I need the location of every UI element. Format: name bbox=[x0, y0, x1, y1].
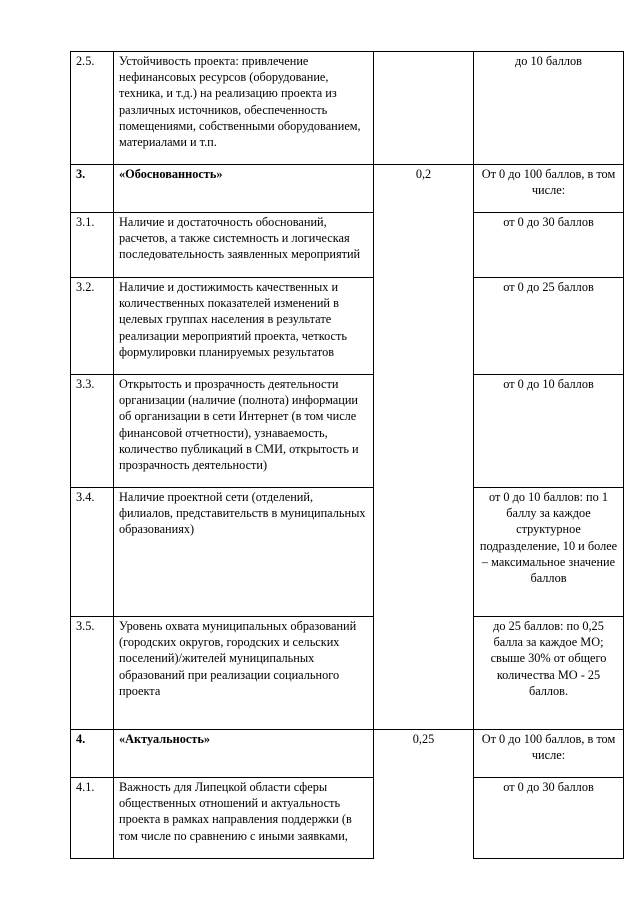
criterion-score: от 0 до 25 баллов bbox=[474, 278, 624, 375]
criterion-number: 3.4. bbox=[71, 488, 114, 617]
criterion-number: 3.5. bbox=[71, 617, 114, 730]
criterion-score: до 25 баллов: по 0,25 балла за каждое МО; свыше 30% от общего количества МО - 25 баллов. bbox=[474, 617, 624, 730]
criterion-score: до 10 баллов bbox=[474, 52, 624, 165]
criterion-description: Наличие проектной сети (отделений, филиалов, представительств в муниципальных образованиях) bbox=[114, 488, 374, 617]
table-row bbox=[71, 375, 624, 488]
criterion-number: 2.5. bbox=[71, 52, 114, 165]
criterion-score: От 0 до 100 баллов, в том числе: bbox=[474, 730, 624, 778]
criterion-number: 4. bbox=[71, 730, 114, 778]
table-row bbox=[71, 730, 624, 778]
criterion-number: 3.2. bbox=[71, 278, 114, 375]
criterion-number: 4.1. bbox=[71, 778, 114, 859]
criterion-score: от 0 до 30 баллов bbox=[474, 778, 624, 859]
criterion-score: от 0 до 10 баллов: по 1 баллу за каждое структурное подразделение, 10 и более – максимальное значение баллов bbox=[474, 488, 624, 617]
criterion-weight: 0,2 bbox=[374, 165, 474, 730]
criterion-description: Наличие и достаточность обоснований, расчетов, а также системность и логическая последовательность заявленных мероприятий bbox=[114, 213, 374, 278]
criterion-number: 3.1. bbox=[71, 213, 114, 278]
criterion-description: «Актуальность» bbox=[114, 730, 374, 778]
table-row bbox=[71, 617, 624, 730]
criterion-score: От 0 до 100 баллов, в том числе: bbox=[474, 165, 624, 213]
criterion-weight bbox=[374, 52, 474, 165]
criterion-score: от 0 до 30 баллов bbox=[474, 213, 624, 278]
table-row bbox=[71, 52, 624, 165]
criterion-weight: 0,25 bbox=[374, 730, 474, 859]
evaluation-criteria-table bbox=[70, 51, 624, 859]
criterion-description: Устойчивость проекта: привлечение нефинансовых ресурсов (оборудование, техника, и т.д.) на реализацию проекта из различных источников, обеспеченность помещениями, собственными оборудованием, материалами и т.п. bbox=[114, 52, 374, 165]
criterion-description: Уровень охвата муниципальных образований (городских округов, городских и сельских поселений)/жителей муниципальных образований при реализации социального проекта bbox=[114, 617, 374, 730]
criterion-description: Открытость и прозрачность деятельности организации (наличие (полнота) информации об организации в сети Интернет (в том числе финансовой отчетности), узнаваемость, количество публикаций в СМИ, открытость и прозрачность деятельности) bbox=[114, 375, 374, 488]
table-row bbox=[71, 778, 624, 859]
criterion-description: Важность для Липецкой области сферы общественных отношений и актуальность проекта в рамках направления поддержки (в том числе по сравнению с иными заявками, bbox=[114, 778, 374, 859]
criterion-description: «Обоснованность» bbox=[114, 165, 374, 213]
table-row bbox=[71, 213, 624, 278]
table-row bbox=[71, 278, 624, 375]
table-row bbox=[71, 165, 624, 213]
criterion-score: от 0 до 10 баллов bbox=[474, 375, 624, 488]
criterion-number: 3.3. bbox=[71, 375, 114, 488]
table-row bbox=[71, 488, 624, 617]
criterion-description: Наличие и достижимость качественных и количественных показателей изменений в целевых группах населения в результате реализации мероприятий проекта, четкость формулировки планируемых результатов bbox=[114, 278, 374, 375]
criterion-number: 3. bbox=[71, 165, 114, 213]
